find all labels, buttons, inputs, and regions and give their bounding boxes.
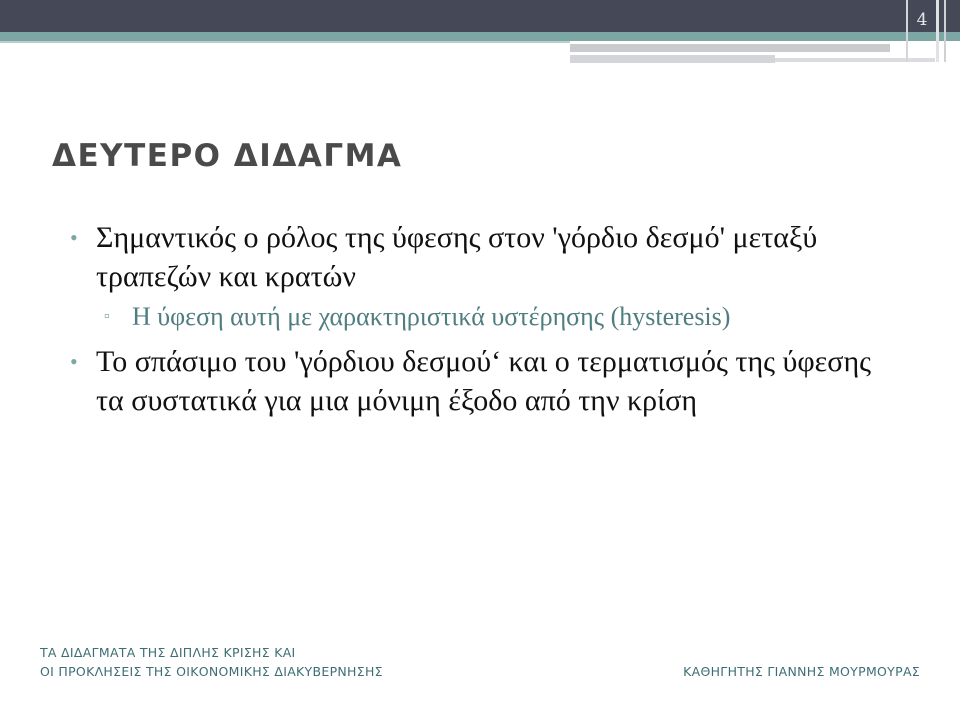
slide-title: ΔΕΥΤΕΡΟ ΔΙΔΑΓΜΑ [52, 138, 403, 174]
bullet-text: Το σπάσιμο του 'γόρδιου δεσμού‘ και ο τερματισμός της ύφεσης τα συστατικά για μια μόνιμη έξοδο από την κρίση [96, 345, 872, 417]
sub-bullet-item [70, 300, 890, 334]
bullet-list [70, 218, 890, 424]
sub-bullet-icon: ▫ [104, 308, 110, 325]
footer-title-line: ΤΑ ΔΙΔΑΓΜΑΤΑ ΤΗΣ ΔΙΠΛΗΣ ΚΡΙΣΗΣ ΚΑΙ [40, 645, 296, 660]
bullet-icon: • [70, 349, 78, 374]
header-vertical-line [906, 0, 908, 62]
header-gray-bar [570, 44, 890, 52]
footer-title-line: ΟΙ ΠΡΟΚΛΗΣΕΙΣ ΤΗΣ ΟΙΚΟΝΟΜΙΚΗΣ ΔΙΑΚΥΒΕΡΝΗΣΗΣ [40, 664, 383, 679]
slide-number: 4 [916, 10, 928, 30]
bullet-item [70, 342, 890, 420]
header-teal-thin-line [0, 41, 570, 43]
header-teal-bar [0, 32, 960, 41]
header-gray-bar-secondary [570, 55, 775, 63]
header-gray-bar-tertiary [775, 58, 935, 62]
footer-author: ΚΑΘΗΓΗΤΗΣ ΓΙΑΝΝΗΣ ΜΟΥΡΜΟΥΡΑΣ [683, 664, 920, 679]
footer-presentation-title [40, 643, 383, 681]
header-dark-bar [0, 0, 960, 32]
header-vertical-line [944, 0, 946, 62]
bullet-text: Σημαντικός ο ρόλος της ύφεσης στον 'γόρδιο δεσμό' μεταξύ τραπεζών και κρατών [96, 221, 818, 293]
sub-bullet-text: Η ύφεση αυτή με χαρακτηριστικά υστέρησης (hysteresis) [132, 302, 731, 331]
header-vertical-line [936, 0, 939, 62]
bullet-icon: • [70, 225, 78, 250]
bullet-item [70, 218, 890, 296]
